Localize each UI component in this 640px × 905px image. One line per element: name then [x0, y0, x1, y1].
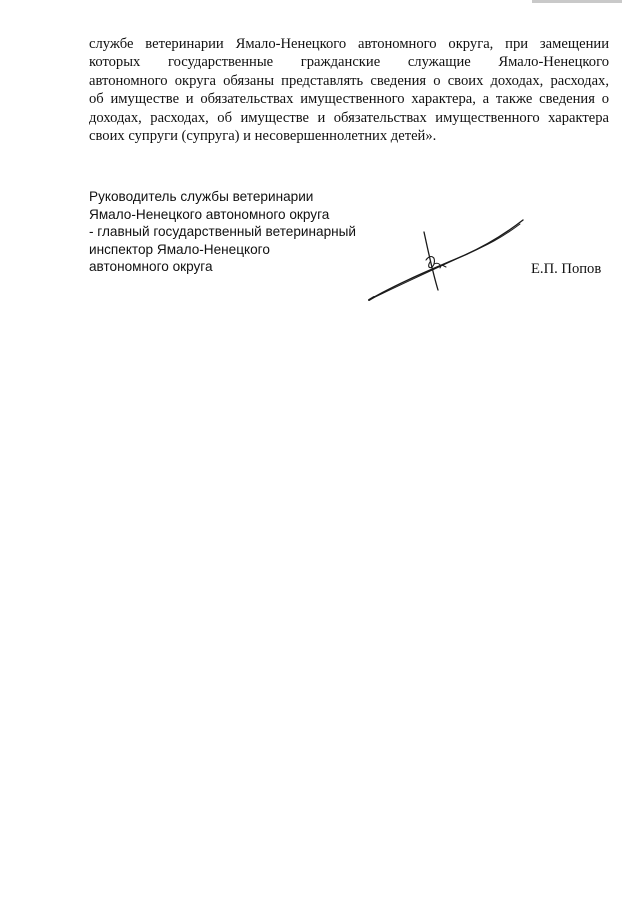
signatory-title-line: инспектор Ямало-Ненецкого: [89, 241, 270, 257]
signatory-title-line: Руководитель службы ветеринарии: [89, 189, 314, 204]
signatory-name: Е.П. Попов: [531, 261, 602, 277]
body-paragraph: [89, 35, 609, 145]
paragraph-line: службе ветеринарии Ямало-Ненецкого автономного округа, при замещении: [89, 36, 609, 52]
paragraph-line: которых государственные гражданские служащие Ямало-Ненецкого: [89, 54, 609, 71]
signatory-title: [89, 188, 356, 276]
paragraph-line: об имуществе и обязательствах имущественного характера, а также сведения о: [89, 91, 609, 108]
handwritten-signature: [360, 210, 530, 310]
paragraph-line: доходах, расходах, об имуществе и обязательствах имущественного характера: [89, 109, 609, 126]
paragraph-line: своих супруги (супруга) и несовершеннолетних детей».: [89, 128, 437, 145]
paragraph-line: автономного округа обязаны представлять сведения о своих доходах, расходах,: [89, 72, 609, 89]
signatory-title-line: автономного округа: [89, 259, 213, 275]
signatory-title-line: Ямало-Ненецкого автономного округа: [89, 206, 330, 222]
signatory-title-line: - главный государственный ветеринарный: [89, 224, 357, 240]
scan-edge-mark: [532, 0, 622, 3]
